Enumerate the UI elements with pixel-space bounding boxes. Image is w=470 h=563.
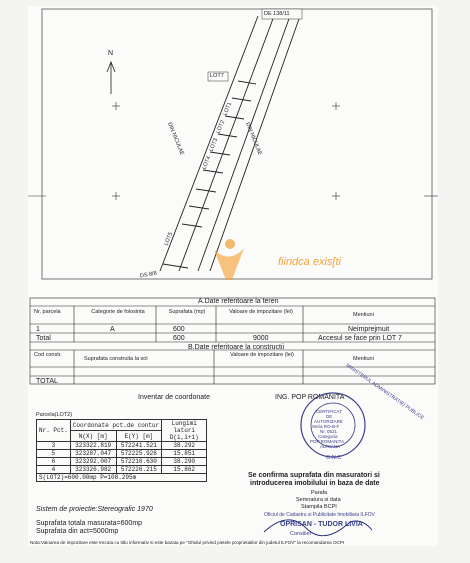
inventory-title: Inventar de coordonate: [138, 394, 210, 401]
cell-north: 323322.819: [70, 442, 116, 450]
north-label: N: [108, 50, 114, 57]
confirm-line-1: Se confirma suprafata din masuratori si: [248, 472, 380, 479]
cell-east: 572225.926: [116, 450, 162, 458]
lot1-label: LOT1: [222, 101, 234, 117]
row1-category: A: [110, 326, 115, 333]
stamp-line-6: Categoria: [318, 434, 338, 439]
col-b-mentions: Mentiuni: [353, 356, 374, 362]
cell-point: 5: [37, 450, 71, 458]
col-use-category: Categorie de folosinta: [91, 309, 145, 315]
total-label: Total: [36, 335, 51, 342]
lot3-label: LOT3: [208, 137, 220, 153]
cell-length: 38.290: [162, 458, 207, 466]
cell-north: 323326.982: [70, 466, 116, 474]
table-row: [37, 442, 207, 450]
cell-point: 4: [37, 466, 71, 474]
bcpi-stamp-label: Stampila BCPI: [301, 504, 337, 510]
cell-north: 323292.007: [70, 458, 116, 466]
figure-logo-icon: [208, 236, 248, 282]
col-mentions: Mentiuni: [353, 312, 374, 318]
total-area: 600: [173, 335, 185, 342]
lot2-label: LOT2: [215, 119, 227, 135]
stamp-line-2: DE: [326, 414, 333, 419]
table-row: [37, 458, 207, 466]
cadastral-sheet: [28, 6, 438, 546]
stamp-line-1: CERTIFICAT: [316, 409, 343, 414]
signature-scribble-icon: [258, 506, 378, 542]
col-b-tax-value: Valoare de impozitare (lei): [230, 352, 294, 358]
cell-east: 572226.215: [116, 466, 162, 474]
north-arrow-icon: [107, 62, 115, 94]
watermark-text: fiindca exis[ti: [278, 256, 341, 268]
lot7-label: LOT7: [210, 73, 224, 79]
th-coords: Coordonate pct.de contur: [70, 420, 161, 431]
bottom-road-label: DS 8/8: [139, 270, 158, 280]
stamp-line-7: POP ROMANITA: [310, 439, 345, 444]
stamp-ring-text: MINISTERUL ADMINISTRATIEI PUBLICE: [344, 362, 425, 422]
cell-point: 3: [37, 442, 71, 450]
stamp-line-8: ADRIANA: [320, 444, 341, 449]
confirm-line-2: introducerea imobilului in baza de date: [250, 480, 380, 487]
lot4-label: LOT4: [201, 155, 213, 171]
b-total-label: TOTAL: [36, 378, 58, 385]
row1-area: 600: [173, 326, 185, 333]
cell-east: 572241.521: [116, 442, 162, 450]
street-right-label: DIN NICULAE: [244, 121, 263, 157]
grid-crosses: [28, 102, 438, 200]
total-measured-area: Suprafata totala masurata=600mp: [36, 520, 143, 527]
col-area: Suprafata (mp): [168, 309, 206, 315]
street-left-label: DIN NICULAE: [166, 121, 185, 157]
th-north: N(X) [m]: [70, 431, 116, 442]
th-east: E(Y) [m]: [116, 431, 162, 442]
cell-length: 15.851: [162, 450, 207, 458]
table-row: [37, 466, 207, 474]
inventory-parcel: Parcela(LOT2): [36, 412, 73, 418]
cell-east: 572210.630: [116, 458, 162, 466]
parafa-label: Parafa: [311, 490, 328, 496]
cell-length: 15.862: [162, 466, 207, 474]
table-row: [37, 450, 207, 458]
section-a-title: A.Date referitoare la teren: [198, 298, 279, 305]
parcel-boundaries: [160, 16, 300, 271]
lot5-label: LOT5: [163, 231, 175, 247]
col-built-area: Suprafata construita la sol: [84, 356, 148, 362]
stamp-bottom: O.N.C: [326, 455, 342, 461]
deed-area: Suprafata din act=5000mp: [36, 528, 119, 535]
col-tax-value: Valoare de impozitare (lei): [229, 309, 293, 315]
th-point: Nr. Pct.: [37, 420, 71, 442]
area-perimeter: S(LOT2)=600.00mp P=108.295m: [37, 474, 207, 482]
coordinates-table: [36, 419, 207, 482]
row1-mentions: Neimprejmuit: [348, 326, 390, 333]
stamp-line-4: Seria RO-B-F: [312, 424, 340, 429]
cell-length: 38.292: [162, 442, 207, 450]
footnote: Nota:Valoarea de impozitare este trecuta cu titlu informativ si este bazata pe "Ghidul privind pietele proprietatilor din judetul ILFOV" la recomandarea OCPI: [30, 540, 345, 545]
counselor-title: Consilier: [290, 531, 312, 537]
access-note: Accesul se face prin LOT 7: [318, 335, 402, 342]
signature-date-label: Semnatura si data: [296, 497, 341, 503]
cell-north: 323287.047: [70, 450, 116, 458]
stamp-line-5: Nr. 0521: [320, 429, 338, 434]
th-lengths: Lungimi laturi D(i,i+1): [162, 420, 207, 442]
top-parcel-label: DE 138/11: [264, 11, 290, 17]
section-b-title: B.Date referitoare la constructii: [188, 344, 285, 351]
engineer-name: ING. POP ROMANITA: [275, 394, 345, 401]
col-construction-code: Cod constr.: [34, 352, 62, 358]
col-parcel-number: Nr. parcela: [34, 309, 61, 315]
stamp-line-3: AUTORIZARE: [314, 419, 343, 424]
total-tax: 9000: [253, 335, 269, 342]
projection-system: Sistem de proiectie:Stereografic 1970: [36, 506, 153, 513]
counselor-name: OPRISAN - TUDOR LIVIA: [280, 521, 363, 528]
row1-parcel: 1: [36, 326, 40, 333]
office-stamp: Oficiul de Cadastru si Publicitate Imobiliara ILFOV: [264, 512, 375, 518]
cell-point: 6: [37, 458, 71, 466]
